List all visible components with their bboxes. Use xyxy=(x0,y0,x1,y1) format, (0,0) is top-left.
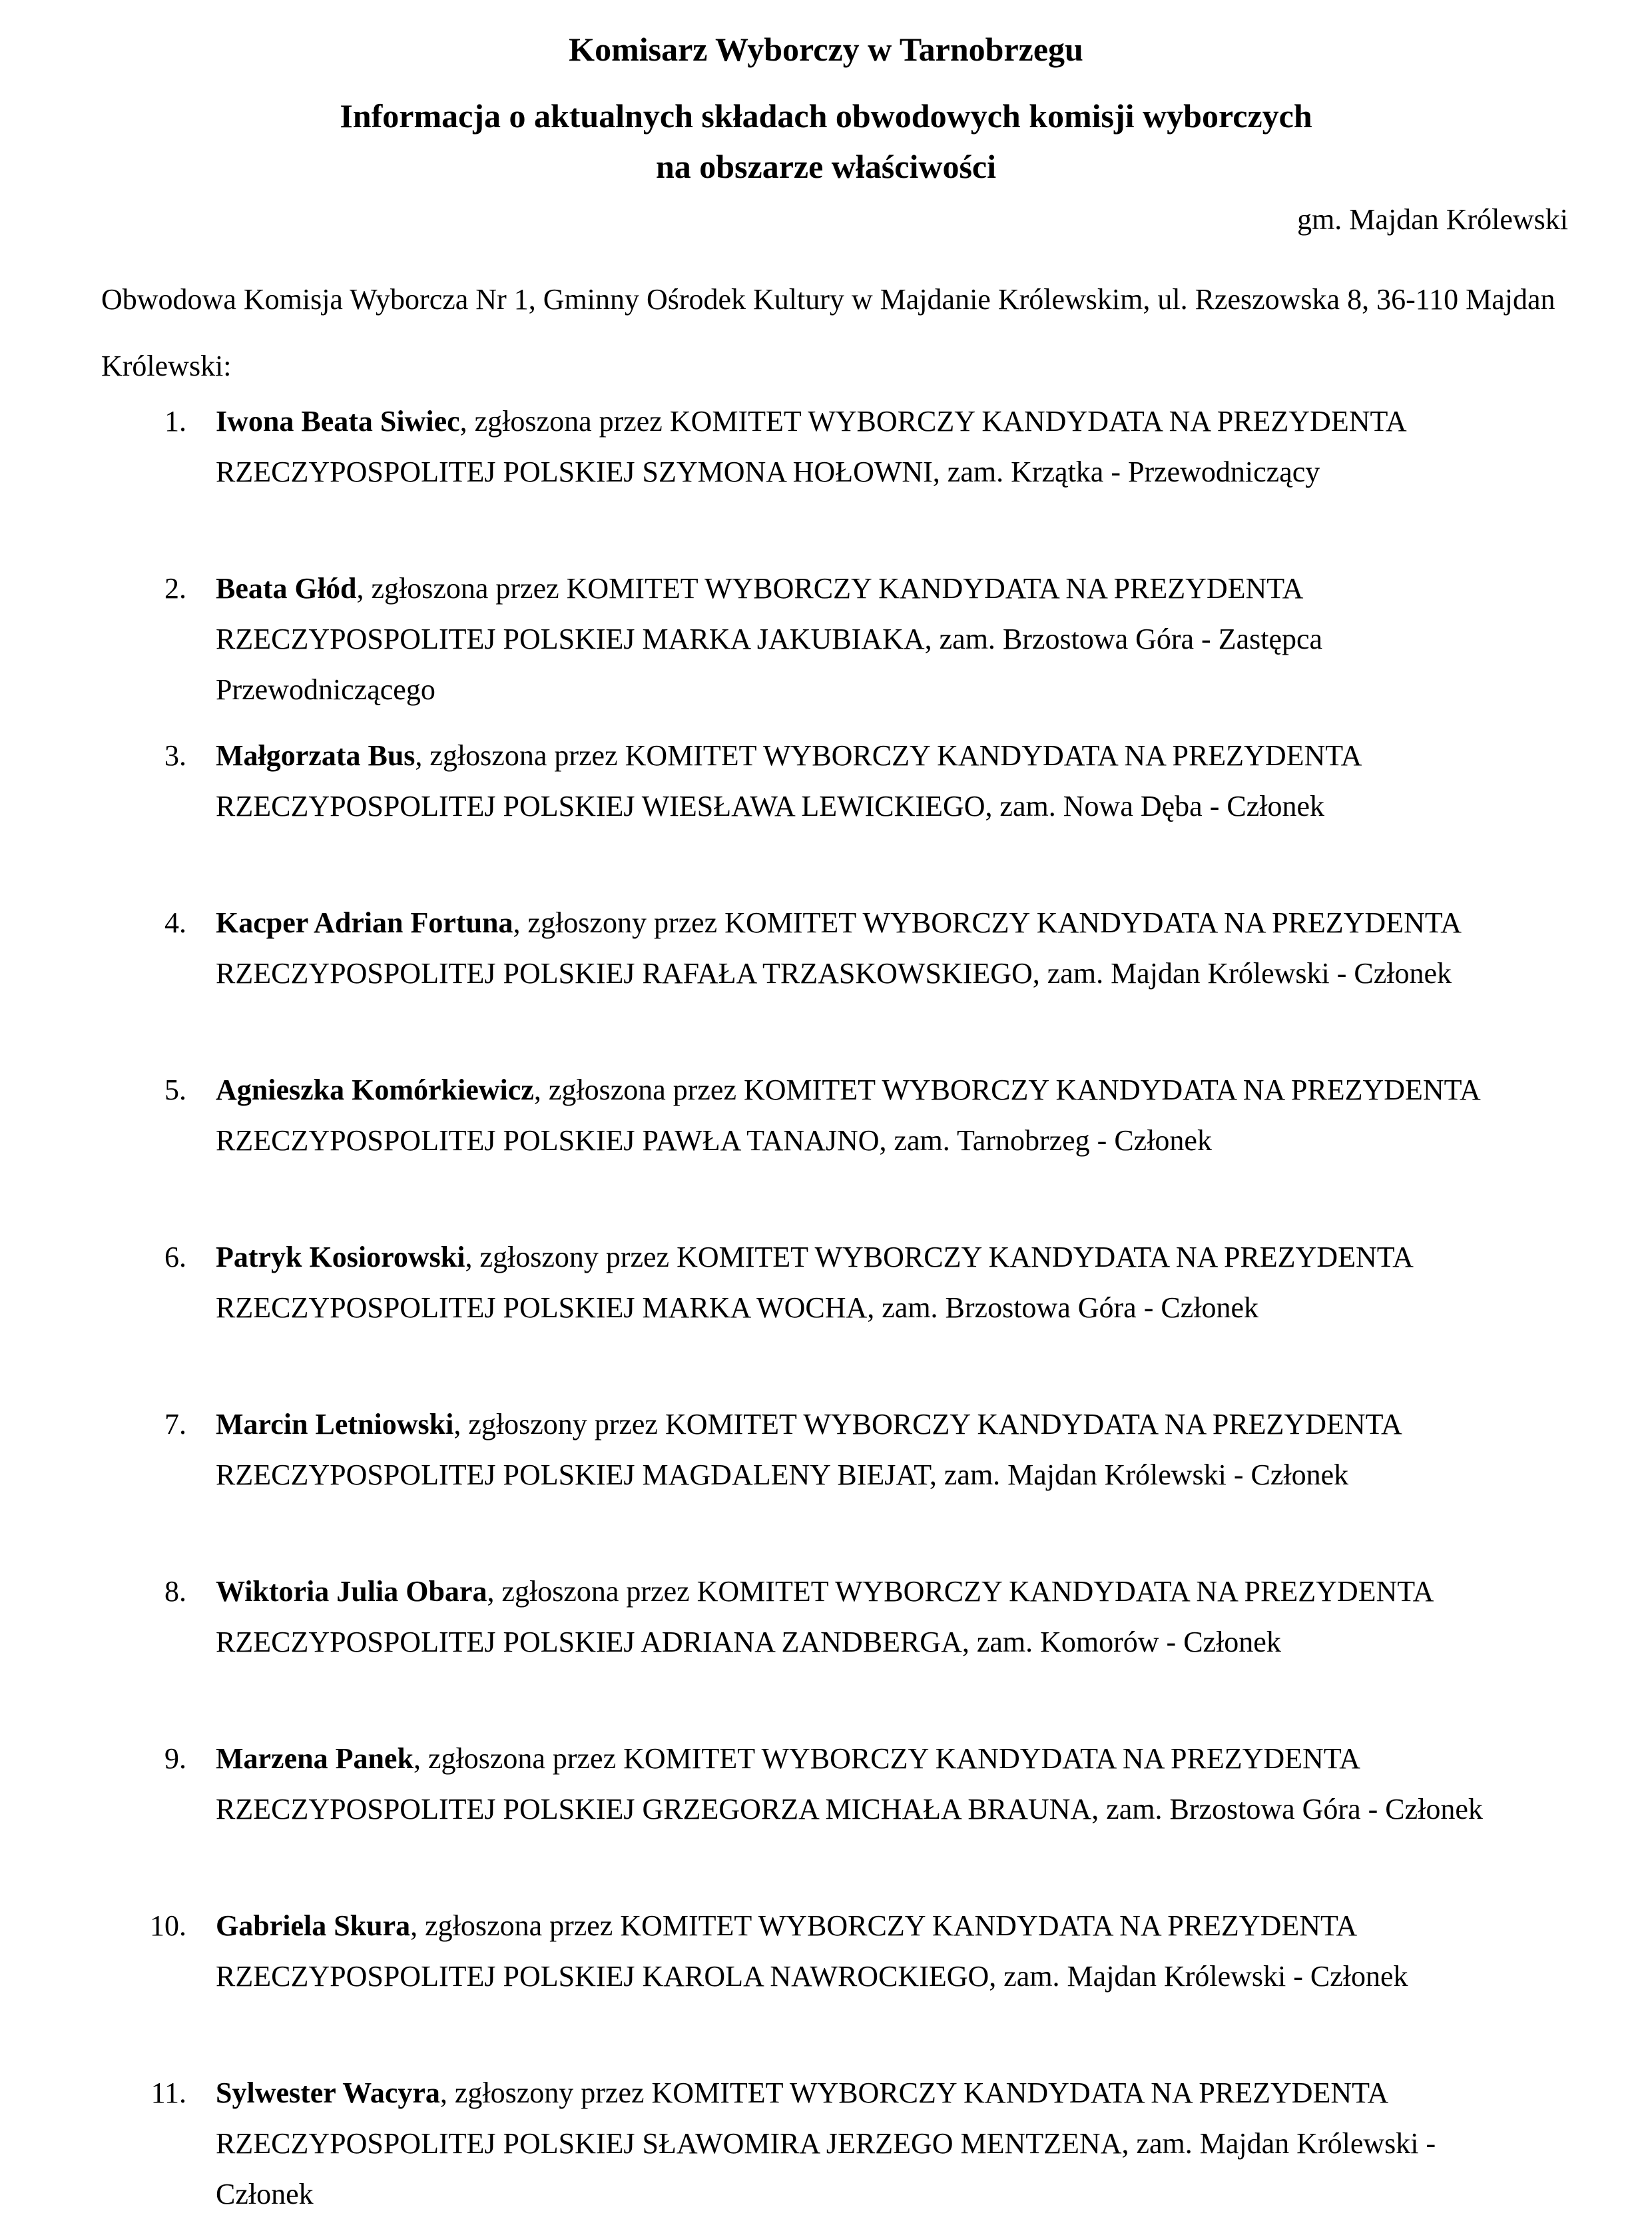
members-list xyxy=(0,396,1652,2235)
commission-intro: Obwodowa Komisja Wyborcza Nr 1, Gminny Ośrodek Kultury w Majdanie Królewskim, ul. Rzeszowska 8, 36-110 Majdan Królewski: xyxy=(101,283,1555,382)
member-name: Patryk Kosiorowski xyxy=(216,1241,465,1273)
member-number: 2. xyxy=(164,572,186,605)
member-list-item xyxy=(0,2068,1652,2235)
member-name: Małgorzata Bus xyxy=(216,739,415,772)
member-number: 3. xyxy=(164,739,186,772)
member-name: Agnieszka Komórkiewicz xyxy=(216,1074,534,1106)
member-text xyxy=(216,396,1521,497)
member-list-item xyxy=(0,1232,1652,1399)
member-text xyxy=(216,731,1521,832)
member-name: Marcin Letniowski xyxy=(216,1408,454,1440)
member-text xyxy=(216,898,1521,999)
member-details: , zgłoszony przez KOMITET WYBORCZY KANDYDATA NA PREZYDENTA RZECZYPOSPOLITEJ POLSKIEJ MAGDALENY BIEJAT, zam. Majdan Królewski - Członek xyxy=(216,1408,1401,1491)
member-text xyxy=(216,1901,1521,2002)
member-text xyxy=(216,1399,1521,1500)
member-name: Wiktoria Julia Obara xyxy=(216,1575,487,1608)
member-name: Kacper Adrian Fortuna xyxy=(216,906,513,939)
member-list-item xyxy=(0,1065,1652,1232)
member-list-item xyxy=(0,1734,1652,1901)
member-name: Iwona Beata Siwiec xyxy=(216,405,460,438)
member-list-item xyxy=(0,1566,1652,1734)
member-number: 4. xyxy=(164,906,186,939)
member-details: , zgłoszona przez KOMITET WYBORCZY KANDYDATA NA PREZYDENTA RZECZYPOSPOLITEJ POLSKIEJ ADRIANA ZANDBERGA, zam. Komorów - Członek xyxy=(216,1575,1432,1658)
member-number: 6. xyxy=(164,1241,186,1273)
member-text xyxy=(216,1065,1521,1166)
member-list-item xyxy=(0,1901,1652,2068)
member-number: 5. xyxy=(164,1074,186,1106)
member-text xyxy=(216,1232,1521,1333)
member-list-item xyxy=(0,396,1652,563)
member-details: , zgłoszona przez KOMITET WYBORCZY KANDYDATA NA PREZYDENTA RZECZYPOSPOLITEJ POLSKIEJ SZYMONA HOŁOWNI, zam. Krzątka - Przewodniczący xyxy=(216,405,1406,488)
member-name: Gabriela Skura xyxy=(216,1909,411,1942)
member-details: , zgłoszona przez KOMITET WYBORCZY KANDYDATA NA PREZYDENTA RZECZYPOSPOLITEJ POLSKIEJ MARKA JAKUBIAKA, zam. Brzostowa Góra - Zastępca Przewodniczącego xyxy=(216,572,1323,706)
member-name: Marzena Panek xyxy=(216,1742,413,1775)
member-number: 7. xyxy=(164,1408,186,1440)
member-text xyxy=(216,563,1521,715)
member-list-item xyxy=(0,563,1652,731)
page-subtitle-line-2: na obszarze właściwości xyxy=(655,148,997,185)
member-number: 1. xyxy=(164,405,186,438)
member-list-item xyxy=(0,731,1652,898)
member-text xyxy=(216,1734,1521,1835)
member-details: , zgłoszona przez KOMITET WYBORCZY KANDYDATA NA PREZYDENTA RZECZYPOSPOLITEJ POLSKIEJ KAROLA NAWROCKIEGO, zam. Majdan Królewski - Członek xyxy=(216,1909,1408,1993)
member-number: 10. xyxy=(150,1909,186,1942)
member-text xyxy=(216,2068,1521,2220)
member-details: , zgłoszony przez KOMITET WYBORCZY KANDYDATA NA PREZYDENTA RZECZYPOSPOLITEJ POLSKIEJ SŁAWOMIRA JERZEGO MENTZENA, zam. Majdan Królewski - Członek xyxy=(216,2076,1436,2210)
member-number: 8. xyxy=(164,1575,186,1608)
member-name: Sylwester Wacyra xyxy=(216,2076,440,2109)
page-subtitle-line-1: Informacja o aktualnych składach obwodowych komisji wyborczych xyxy=(340,97,1312,135)
member-details: , zgłoszona przez KOMITET WYBORCZY KANDYDATA NA PREZYDENTA RZECZYPOSPOLITEJ POLSKIEJ GRZEGORZA MICHAŁA BRAUNA, zam. Brzostowa Góra - Członek xyxy=(216,1742,1483,1825)
member-list-item xyxy=(0,1399,1652,1566)
member-details: , zgłoszony przez KOMITET WYBORCZY KANDYDATA NA PREZYDENTA RZECZYPOSPOLITEJ POLSKIEJ MARKA WOCHA, zam. Brzostowa Góra - Członek xyxy=(216,1241,1412,1324)
gmina-label: gm. Majdan Królewski xyxy=(1297,203,1568,236)
member-name: Beata Głód xyxy=(216,572,357,605)
member-text xyxy=(216,1566,1521,1668)
member-list-item xyxy=(0,898,1652,1065)
member-number: 9. xyxy=(164,1742,186,1775)
member-number: 11. xyxy=(150,2076,186,2109)
member-details: , zgłoszony przez KOMITET WYBORCZY KANDYDATA NA PREZYDENTA RZECZYPOSPOLITEJ POLSKIEJ RAFAŁA TRZASKOWSKIEGO, zam. Majdan Królewski - Członek xyxy=(216,906,1460,990)
page-title: Komisarz Wyborczy w Tarnobrzegu xyxy=(569,31,1083,68)
member-details: , zgłoszona przez KOMITET WYBORCZY KANDYDATA NA PREZYDENTA RZECZYPOSPOLITEJ POLSKIEJ PAWŁA TANAJNO, zam. Tarnobrzeg - Członek xyxy=(216,1074,1480,1157)
member-details: , zgłoszona przez KOMITET WYBORCZY KANDYDATA NA PREZYDENTA RZECZYPOSPOLITEJ POLSKIEJ WIESŁAWA LEWICKIEGO, zam. Nowa Dęba - Członek xyxy=(216,739,1360,822)
